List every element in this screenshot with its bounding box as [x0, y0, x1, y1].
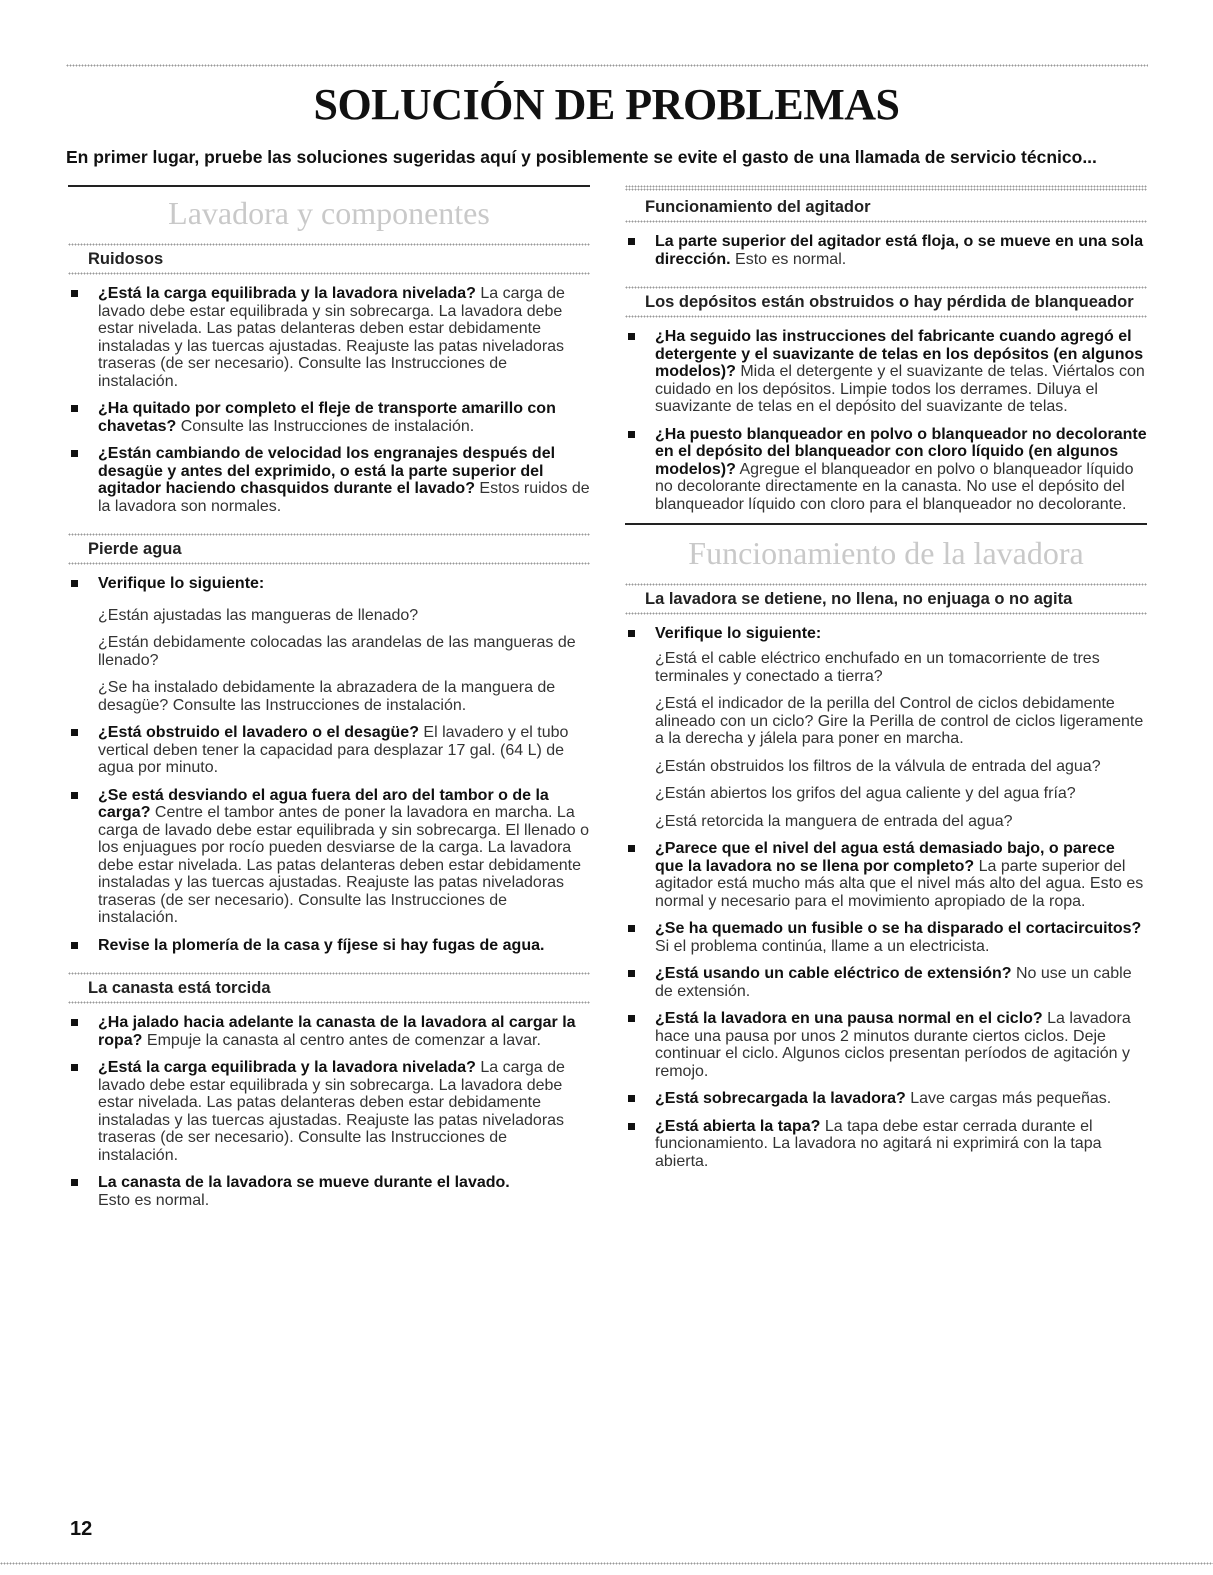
subhead-leaks-water: Pierde agua: [68, 533, 590, 565]
list-item: ¿Está obstruido el lavadero o el desagüe? El lavadero y el tubo vertical deben tener la capacidad para desplazar 17 gal. (64 L) de agua por minuto.: [68, 724, 590, 777]
list-item: La parte superior del agitador está floja, o se mueve en una sola dirección. Esto es normal.: [625, 233, 1147, 268]
section-title-washer-operation: Funcionamiento de la lavadora: [688, 534, 1084, 571]
check-line: ¿Están abiertos los grifos del agua caliente y del agua fría?: [655, 785, 1076, 802]
page-number: 12: [70, 1518, 93, 1540]
leaks-list: [68, 575, 590, 954]
list-item: ¿Se ha quemado un fusible o se ha disparado el cortacircuitos? Si el problema continúa, llame a un electricista.: [625, 920, 1147, 955]
check-line: ¿Se ha instalado debidamente la abrazadera de la manguera de desagüe? Consulte las Instrucciones de instalación.: [98, 679, 556, 714]
list-item: Verifique lo siguiente: ¿Está el cable eléctrico enchufado en un tomacorriente de tres terminales y conectado a tierra? ¿Está el indicador de la perilla del Control de ciclos debidamente alineado con un ciclo? Gire la Perilla de control de ciclos ligeramente a la derecha y jálela para poner en marcha. ¿Están obstruidos los filtros de la válvula de entrada del agua? ¿Están abiertos los grifos del agua caliente y del agua fría? ¿Está retorcida la manguera de entrada del agua?: [625, 625, 1147, 831]
agitator-list: [625, 233, 1147, 268]
list-item: Verifique lo siguiente: ¿Están ajustadas las mangueras de llenado? ¿Están debidamente colocadas las arandelas de las mangueras de llenado? ¿Se ha instalado debidamente la abrazadera de la manguera de desagüe? Consulte las Instrucciones de instalación.: [68, 575, 590, 714]
check-line: ¿Están obstruidos los filtros de la válvula de entrada del agua?: [655, 757, 1101, 775]
bullet-icon: [71, 942, 78, 949]
subhead-agitator: Funcionamiento del agitador: [625, 188, 1147, 223]
basket-list: [68, 1014, 590, 1209]
check-line: ¿Están ajustadas las mangueras de llenado?: [98, 606, 419, 624]
check-line: ¿Están debidamente colocadas las arandelas de las mangueras de llenado?: [98, 634, 576, 669]
subhead-dispensers: Los depósitos están obstruidos o hay pérdida de blanqueador: [625, 286, 1147, 318]
subhead-washer-stops: La lavadora se detiene, no llena, no enjuaga o no agita: [625, 583, 1147, 615]
check-line: ¿Está el indicador de la perilla del Control de ciclos debidamente alineado con un ciclo? Gire la Perilla de control de ciclos ligeramente a la derecha y jálela para poner en marcha.: [655, 695, 1144, 747]
check-line: ¿Está el cable eléctrico enchufado en un tomacorriente de tres terminales y conectado a tierra?: [655, 650, 1100, 685]
bullet-icon: [628, 925, 635, 932]
bullet-icon: [628, 1123, 635, 1130]
list-item: ¿Ha puesto blanqueador en polvo o blanqueador no decolorante en el depósito del blanqueador con cloro líquido (en algunos modelos)? Agregue el blanqueador en polvo o blanqueador líquido no decolorante directamente en la canasta. No use el depósito del blanqueador líquido con cloro para el blanqueador no decolorante.: [625, 426, 1147, 514]
subhead-noisy: Ruidosos: [68, 243, 590, 275]
bullet-icon: [628, 238, 635, 245]
top-dotted-border: [66, 64, 1148, 67]
bullet-icon: [628, 333, 635, 340]
bullet-icon: [71, 405, 78, 412]
bullet-icon: [71, 290, 78, 297]
list-item: ¿Está la carga equilibrada y la lavadora nivelada? La carga de lavado debe estar equilibrada y sin sobrecarga. La lavadora debe estar nivelada. Las patas delanteras deben estar debidamente instaladas y las tuercas ajustadas. Reajuste las patas niveladoras traseras (de ser necesario). Consulte las Instrucciones de instalación.: [68, 285, 590, 390]
subhead-basket-tilted: La canasta está torcida: [68, 972, 590, 1004]
page-subtitle: En primer lugar, pruebe las soluciones sugeridas aquí y posiblemente se evite el gasto de una llamada de servicio técnico...: [66, 147, 1097, 167]
left-column: [68, 185, 590, 1219]
noisy-list: [68, 285, 590, 515]
list-item: Revise la plomería de la casa y fíjese si hay fugas de agua.: [68, 937, 590, 955]
bullet-icon: [71, 729, 78, 736]
section-title-washer-components: Lavadora y componentes: [168, 195, 490, 231]
section-divider: [625, 523, 1147, 525]
list-item: ¿Parece que el nivel del agua está demasiado bajo, o parece que la lavadora no se llena por completo? La parte superior del agitador está mucho más alta que el nivel más alto del agua. Esto es normal y necesario para el movimiento apropiado de la ropa.: [625, 840, 1147, 910]
list-item: La canasta de la lavadora se mueve durante el lavado. Esto es normal.: [68, 1174, 590, 1209]
list-item: ¿Ha seguido las instrucciones del fabricante cuando agregó el detergente y el suavizante de telas en los depósitos (en algunos modelos)? Mida el detergente y el suavizante de telas. Viértalos con cuidado en los depósitos. Limpie todos los derrames. Diluya el suavizante de telas en el depósito del suavizante de telas.: [625, 328, 1147, 416]
bullet-icon: [71, 450, 78, 457]
bullet-icon: [628, 630, 635, 637]
list-item: ¿Está usando un cable eléctrico de extensión? No use un cable de extensión.: [625, 965, 1147, 1000]
bullet-icon: [71, 792, 78, 799]
right-column: [625, 188, 1147, 1180]
bullet-icon: [628, 1095, 635, 1102]
list-item: ¿Está la carga equilibrada y la lavadora nivelada? La carga de lavado debe estar equilibrada y sin sobrecarga. La lavadora debe estar nivelada. Las patas delanteras deben estar debidamente instaladas y las tuercas ajustadas. Reajuste las patas niveladoras traseras (de ser necesario). Consulte las Instrucciones de instalación.: [68, 1059, 590, 1164]
list-item: ¿Ha jalado hacia adelante la canasta de la lavadora al cargar la ropa? Empuje la canasta al centro antes de comenzar a lavar.: [68, 1014, 590, 1049]
check-line: ¿Está retorcida la manguera de entrada del agua?: [655, 812, 1013, 830]
dispensers-list: [625, 328, 1147, 513]
list-item: ¿Está sobrecargada la lavadora? Lave cargas más pequeñas.: [625, 1090, 1147, 1108]
bullet-icon: [71, 580, 78, 587]
page-title: SOLUCIÓN DE PROBLEMAS: [313, 80, 900, 129]
washer-stops-list: [625, 625, 1147, 1171]
bullet-icon: [71, 1019, 78, 1026]
list-item: ¿Está abierta la tapa? La tapa debe estar cerrada durante el funcionamiento. La lavadora no agitará ni exprimirá con la tapa abierta.: [625, 1118, 1147, 1171]
bullet-icon: [71, 1064, 78, 1071]
list-item: ¿Está la lavadora en una pausa normal en el ciclo? La lavadora hace una pausa por unos 2 minutos durante ciertos ciclos. Deje continuar el ciclo. Algunos ciclos presentan períodos de agitación y remojo.: [625, 1010, 1147, 1080]
bullet-icon: [71, 1179, 78, 1186]
bullet-icon: [628, 845, 635, 852]
bullet-icon: [628, 970, 635, 977]
bullet-icon: [628, 1015, 635, 1022]
bottom-dotted-border: [0, 1562, 1213, 1565]
bullet-icon: [628, 431, 635, 438]
list-item: ¿Ha quitado por completo el fleje de transporte amarillo con chavetas? Consulte las Instrucciones de instalación.: [68, 400, 590, 435]
list-item: ¿Están cambiando de velocidad los engranajes después del desagüe y antes del exprimido, o está la parte superior del agitador haciendo chasquidos durante el lavado? Estos ruidos de la lavadora son normales.: [68, 445, 590, 515]
list-item: ¿Se está desviando el agua fuera del aro del tambor o de la carga? Centre el tambor antes de poner la lavadora en marcha. La carga de lavado debe estar equilibrada y sin sobrecarga. El llenado o los enjuagues por rocío pueden desviarse de la carga. La lavadora debe estar nivelada. Las patas delanteras deben estar debidamente instaladas y las tuercas ajustadas. Reajuste las patas niveladoras traseras (de ser necesario). Consulte las Instrucciones de instalación.: [68, 787, 590, 927]
